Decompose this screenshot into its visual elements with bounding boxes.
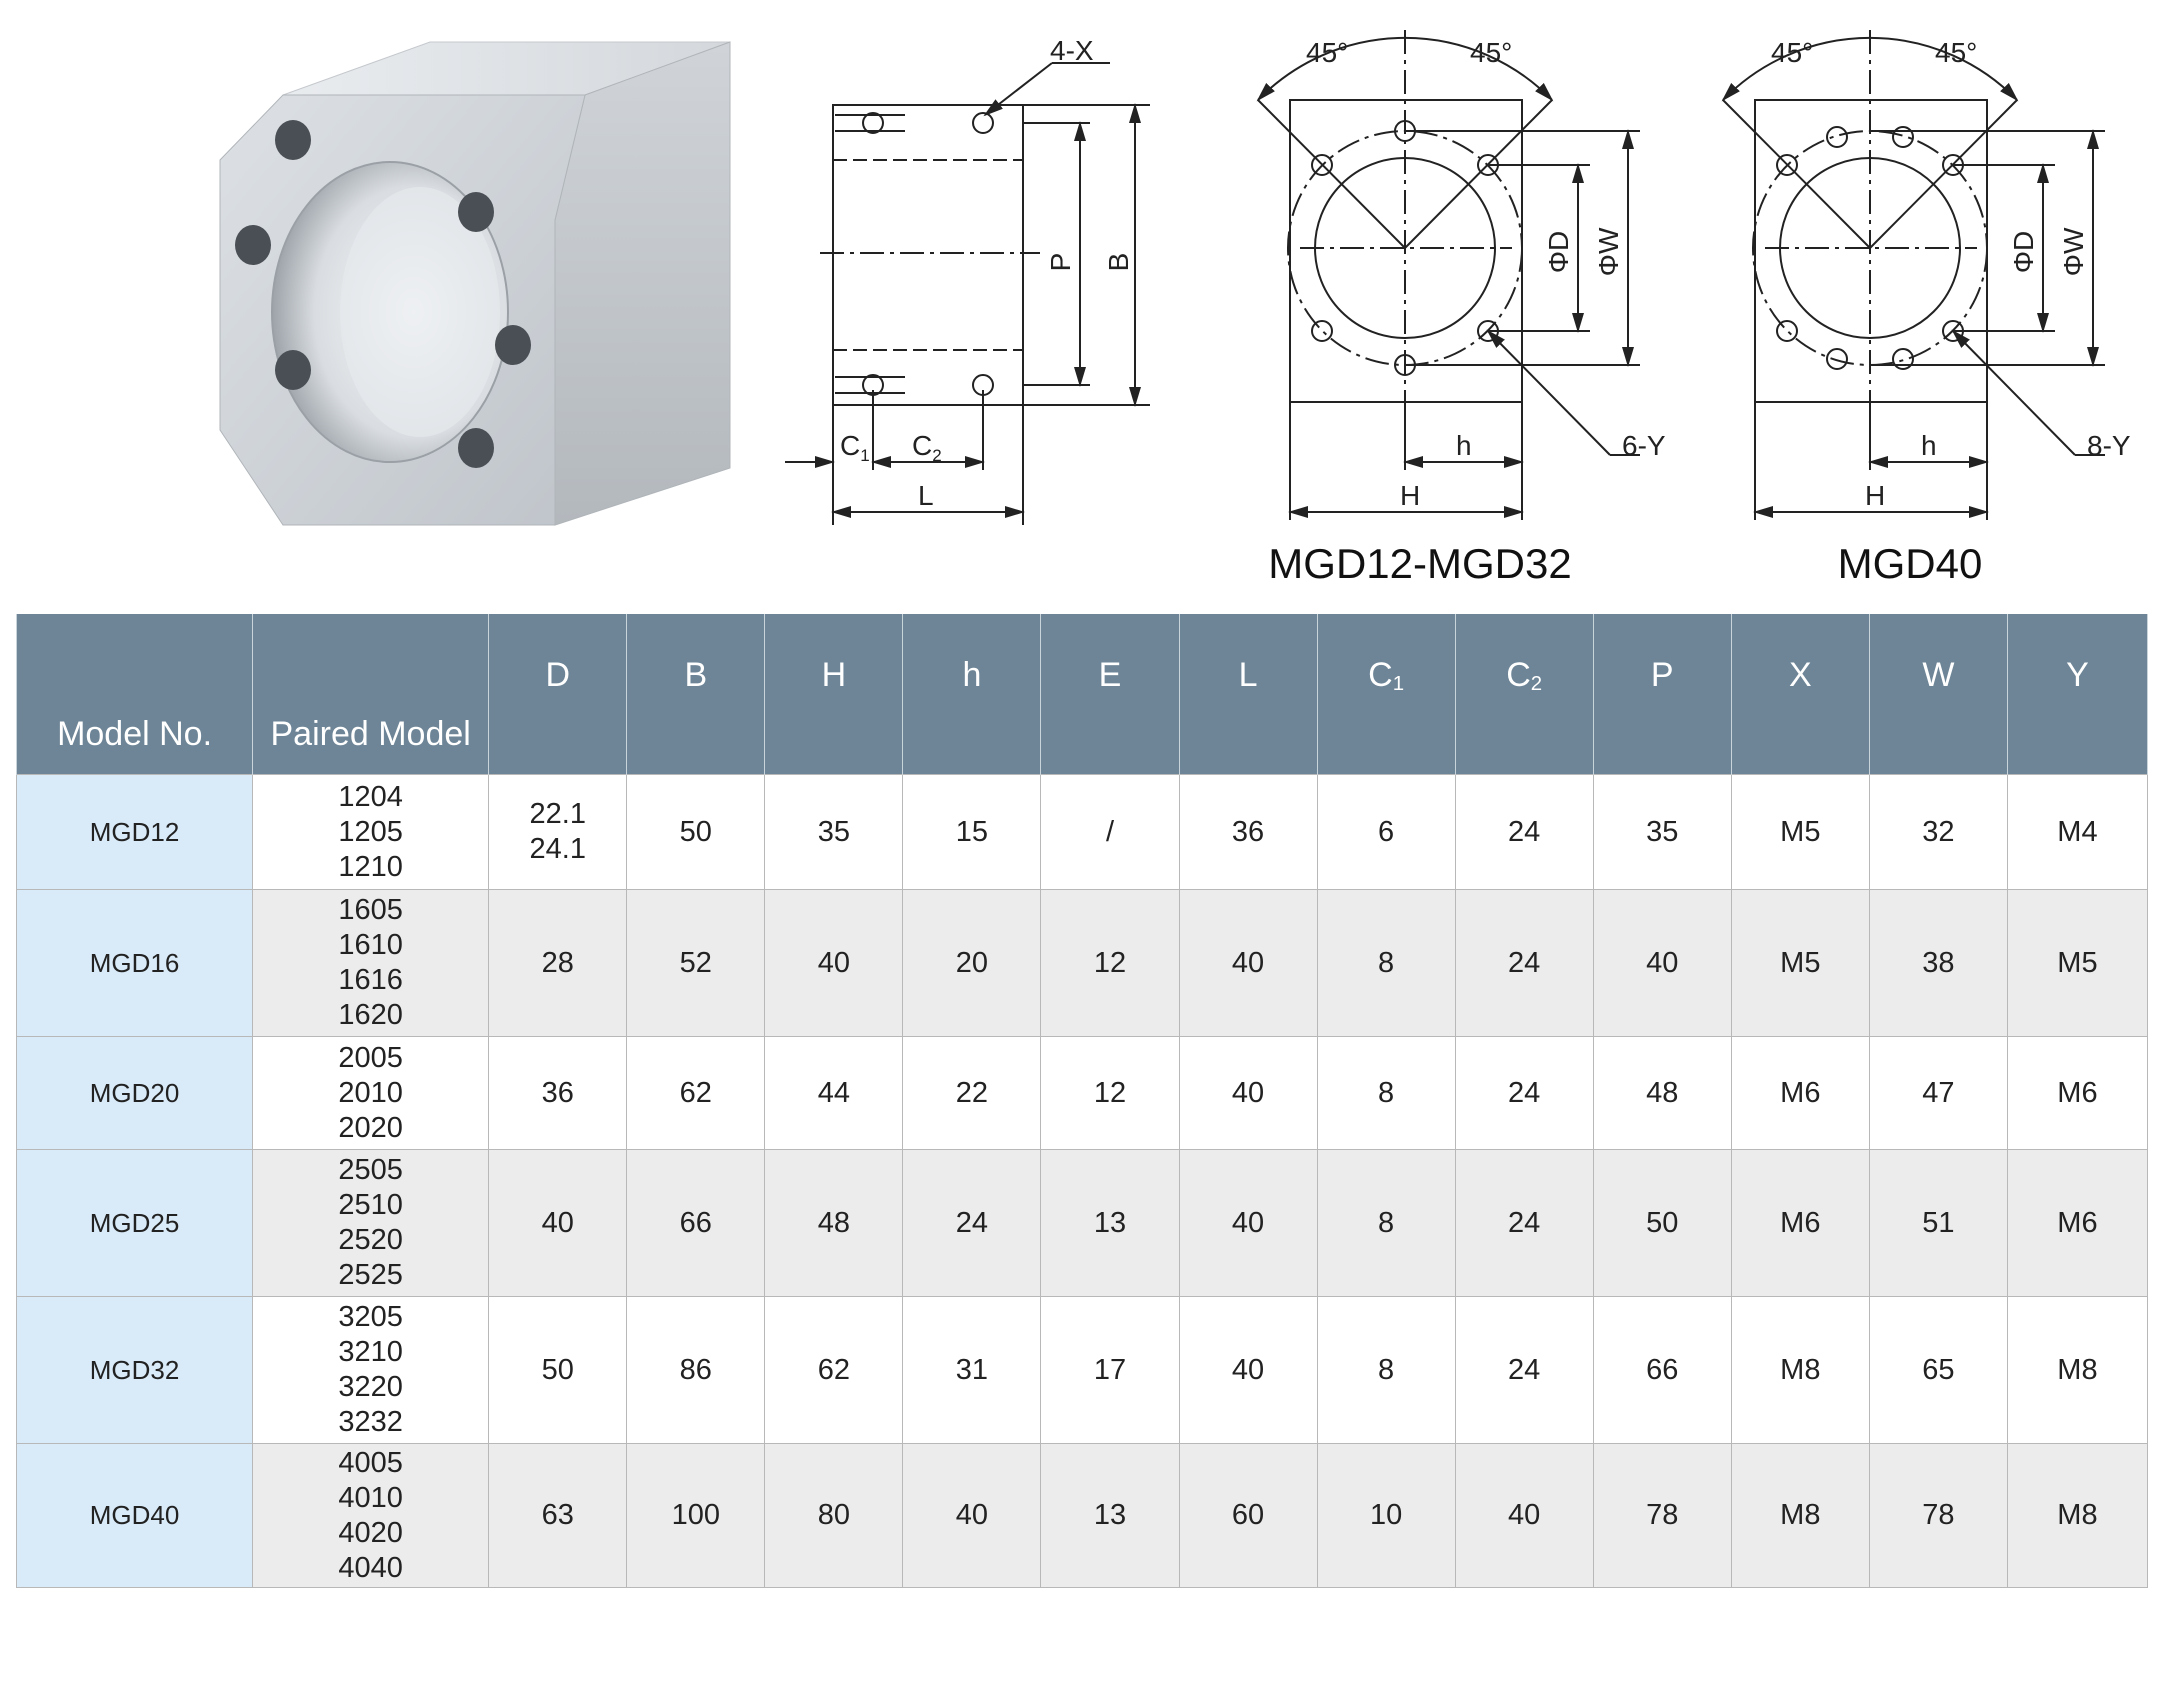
paired-model-value: 2020: [338, 1111, 403, 1144]
cell-l: 40: [1179, 1297, 1317, 1444]
cell-c2: 24: [1455, 775, 1593, 890]
cell-h: 44: [765, 1037, 903, 1150]
cell-y: M5: [2007, 890, 2147, 1037]
col-header-p: P: [1593, 614, 1731, 775]
paired-model-value: 2520: [338, 1224, 403, 1256]
table-row: [17, 1037, 2148, 1150]
cell-l: 40: [1179, 890, 1317, 1037]
cell-c2: 40: [1455, 1444, 1593, 1588]
col-header-l: L: [1179, 614, 1317, 775]
col-header-c2: $C_2$: [1455, 614, 1593, 775]
label-8y: 8-Y: [2087, 430, 2131, 461]
label-b: B: [1103, 252, 1134, 272]
cell-h: 48: [765, 1150, 903, 1297]
cell-h: 31: [903, 1297, 1041, 1444]
paired-model-value: 3220: [338, 1371, 403, 1403]
label-c2: $C_2$: [912, 430, 942, 465]
label-h-small-b: h: [1921, 430, 1937, 461]
cell-l: 40: [1179, 1037, 1317, 1150]
cell-x: M5: [1731, 775, 1869, 890]
cell-model: MGD32: [17, 1297, 253, 1444]
cell-p: 35: [1593, 775, 1731, 890]
front-view-mgd12-32: [1258, 30, 1640, 520]
bearing-housing-photo: [220, 42, 730, 525]
cell-d: [489, 1444, 627, 1588]
label-phiw-a: ΦW: [1593, 227, 1624, 277]
col-header-y: Y: [2007, 614, 2147, 775]
paired-model-value: 2010: [338, 1076, 403, 1109]
col-header-h-small: h: [903, 614, 1041, 775]
cell-l: 36: [1179, 775, 1317, 890]
col-header-b: B: [627, 614, 765, 775]
spec-table: [16, 614, 2148, 1588]
paired-model-value: 1610: [338, 929, 403, 961]
technical-drawings: [0, 0, 2164, 610]
cell-y: M6: [2007, 1037, 2147, 1150]
paired-model-value: 1204: [338, 780, 403, 813]
label-p: P: [1045, 252, 1076, 272]
table-row: [17, 890, 2148, 1037]
cell-p: 48: [1593, 1037, 1731, 1150]
cell-c1: 8: [1317, 1037, 1455, 1150]
cell-h: 80: [765, 1444, 903, 1588]
cell-paired-models: [253, 890, 489, 1037]
cell-e: 17: [1041, 1297, 1179, 1444]
cell-h: 24: [903, 1150, 1041, 1297]
cell-c2: 24: [1455, 1037, 1593, 1150]
cell-h: 40: [903, 1444, 1041, 1588]
col-header-w: W: [1869, 614, 2007, 775]
label-45-left-b: 45°: [1771, 37, 1814, 68]
cell-model: MGD20: [17, 1037, 253, 1150]
cell-p: 50: [1593, 1150, 1731, 1297]
cell-b: 52: [627, 890, 765, 1037]
paired-model-value: 1605: [338, 894, 403, 926]
cell-x: M5: [1731, 890, 1869, 1037]
cell-h: 40: [765, 890, 903, 1037]
col-header-e: E: [1041, 614, 1179, 775]
cell-c1: 6: [1317, 775, 1455, 890]
cell-c1: 8: [1317, 1150, 1455, 1297]
paired-model-value: 2525: [338, 1259, 403, 1291]
paired-model-value: 1210: [338, 850, 403, 883]
label-4x: 4-X: [1050, 35, 1094, 66]
label-6y: 6-Y: [1622, 430, 1666, 461]
cell-c1: 8: [1317, 890, 1455, 1037]
cell-d: [489, 1297, 627, 1444]
cell-c1: 8: [1317, 1297, 1455, 1444]
cell-model: MGD12: [17, 775, 253, 890]
cell-h: 20: [903, 890, 1041, 1037]
col-header-h-big: H: [765, 614, 903, 775]
label-h-big-a: H: [1400, 480, 1421, 511]
paired-model-value: 3205: [338, 1301, 403, 1333]
d-value: 24.1: [529, 833, 586, 865]
cell-paired-models: [253, 1297, 489, 1444]
col-header-c1: $C_1$: [1317, 614, 1455, 775]
cell-d: [489, 1037, 627, 1150]
col-header-paired: Paired Model: [253, 614, 489, 775]
caption-mgd40: MGD40: [1837, 540, 1983, 587]
paired-model-value: 2510: [338, 1189, 403, 1221]
cell-y: M8: [2007, 1444, 2147, 1588]
cell-paired-models: [253, 1150, 489, 1297]
table-header-row: [17, 614, 2148, 775]
cell-e: 13: [1041, 1444, 1179, 1588]
cell-y: M4: [2007, 775, 2147, 890]
cell-c2: 24: [1455, 1150, 1593, 1297]
paired-model-value: 1616: [338, 964, 403, 996]
cell-p: 78: [1593, 1444, 1731, 1588]
label-45-left-a: 45°: [1306, 37, 1349, 68]
cell-l: 60: [1179, 1444, 1317, 1588]
cell-w: 47: [1869, 1037, 2007, 1150]
cell-l: 40: [1179, 1150, 1317, 1297]
cell-x: M6: [1731, 1037, 1869, 1150]
label-l: L: [918, 480, 934, 511]
paired-model-value: 4010: [338, 1481, 403, 1514]
cell-model: MGD25: [17, 1150, 253, 1297]
paired-model-value: 4040: [338, 1551, 403, 1584]
cell-b: 66: [627, 1150, 765, 1297]
cell-paired-models: [253, 775, 489, 890]
cell-e: 13: [1041, 1150, 1179, 1297]
paired-model-value: 2005: [338, 1041, 403, 1074]
label-h-small-a: h: [1456, 430, 1472, 461]
label-45-right-b: 45°: [1935, 37, 1978, 68]
cell-p: 40: [1593, 890, 1731, 1037]
cell-h: 62: [765, 1297, 903, 1444]
cell-d: [489, 775, 627, 890]
cell-e: /: [1041, 775, 1179, 890]
cell-e: 12: [1041, 890, 1179, 1037]
d-value: 63: [541, 1499, 574, 1531]
label-45-right-a: 45°: [1470, 37, 1513, 68]
cell-b: 50: [627, 775, 765, 890]
table-row: [17, 775, 2148, 890]
label-h-big-b: H: [1865, 480, 1886, 511]
cell-paired-models: [253, 1037, 489, 1150]
cell-h: 15: [903, 775, 1041, 890]
cell-b: 86: [627, 1297, 765, 1444]
cell-e: 12: [1041, 1037, 1179, 1150]
col-header-d: D: [489, 614, 627, 775]
paired-model-value: 3210: [338, 1336, 403, 1368]
figures-area: [0, 0, 2164, 610]
paired-model-value: 1620: [338, 999, 403, 1031]
d-value: 50: [541, 1353, 574, 1386]
d-value: 22.1: [529, 798, 586, 830]
cell-w: 38: [1869, 890, 2007, 1037]
cell-p: 66: [1593, 1297, 1731, 1444]
col-header-model: Model No.: [17, 614, 253, 775]
cell-d: [489, 890, 627, 1037]
cell-h: 35: [765, 775, 903, 890]
cell-model: MGD40: [17, 1444, 253, 1588]
d-value: 36: [541, 1076, 574, 1109]
table-body: [17, 775, 2148, 1588]
paired-model-value: 2505: [338, 1154, 403, 1186]
label-phid-a: ΦD: [1543, 230, 1574, 274]
paired-model-value: 1205: [338, 815, 403, 848]
cell-h: 22: [903, 1037, 1041, 1150]
cell-c2: 24: [1455, 1297, 1593, 1444]
table-row: [17, 1297, 2148, 1444]
cell-w: 78: [1869, 1444, 2007, 1588]
paired-model-value: 3232: [338, 1406, 403, 1438]
caption-mgd12-mgd32: MGD12-MGD32: [1268, 540, 1572, 587]
table-row: [17, 1444, 2148, 1588]
cell-x: M8: [1731, 1297, 1869, 1444]
cell-b: 62: [627, 1037, 765, 1150]
cell-w: 51: [1869, 1150, 2007, 1297]
cell-w: 65: [1869, 1297, 2007, 1444]
label-phid-b: ΦD: [2008, 230, 2039, 274]
cell-paired-models: [253, 1444, 489, 1588]
cell-d: [489, 1150, 627, 1297]
paired-model-value: 4020: [338, 1516, 403, 1549]
cell-x: M6: [1731, 1150, 1869, 1297]
table-row: [17, 1150, 2148, 1297]
front-view-mgd40: [1723, 30, 2105, 520]
paired-model-value: 4005: [338, 1446, 403, 1479]
cell-y: M6: [2007, 1150, 2147, 1297]
cell-c1: 10: [1317, 1444, 1455, 1588]
d-value: 28: [541, 946, 574, 979]
cell-x: M8: [1731, 1444, 1869, 1588]
col-header-x: X: [1731, 614, 1869, 775]
cell-y: M8: [2007, 1297, 2147, 1444]
label-c1: $C_1$: [840, 430, 870, 465]
d-value: 40: [541, 1206, 574, 1239]
cell-w: 32: [1869, 775, 2007, 890]
cell-b: 100: [627, 1444, 765, 1588]
cell-model: MGD16: [17, 890, 253, 1037]
cell-c2: 24: [1455, 890, 1593, 1037]
label-phiw-b: ΦW: [2058, 227, 2089, 277]
